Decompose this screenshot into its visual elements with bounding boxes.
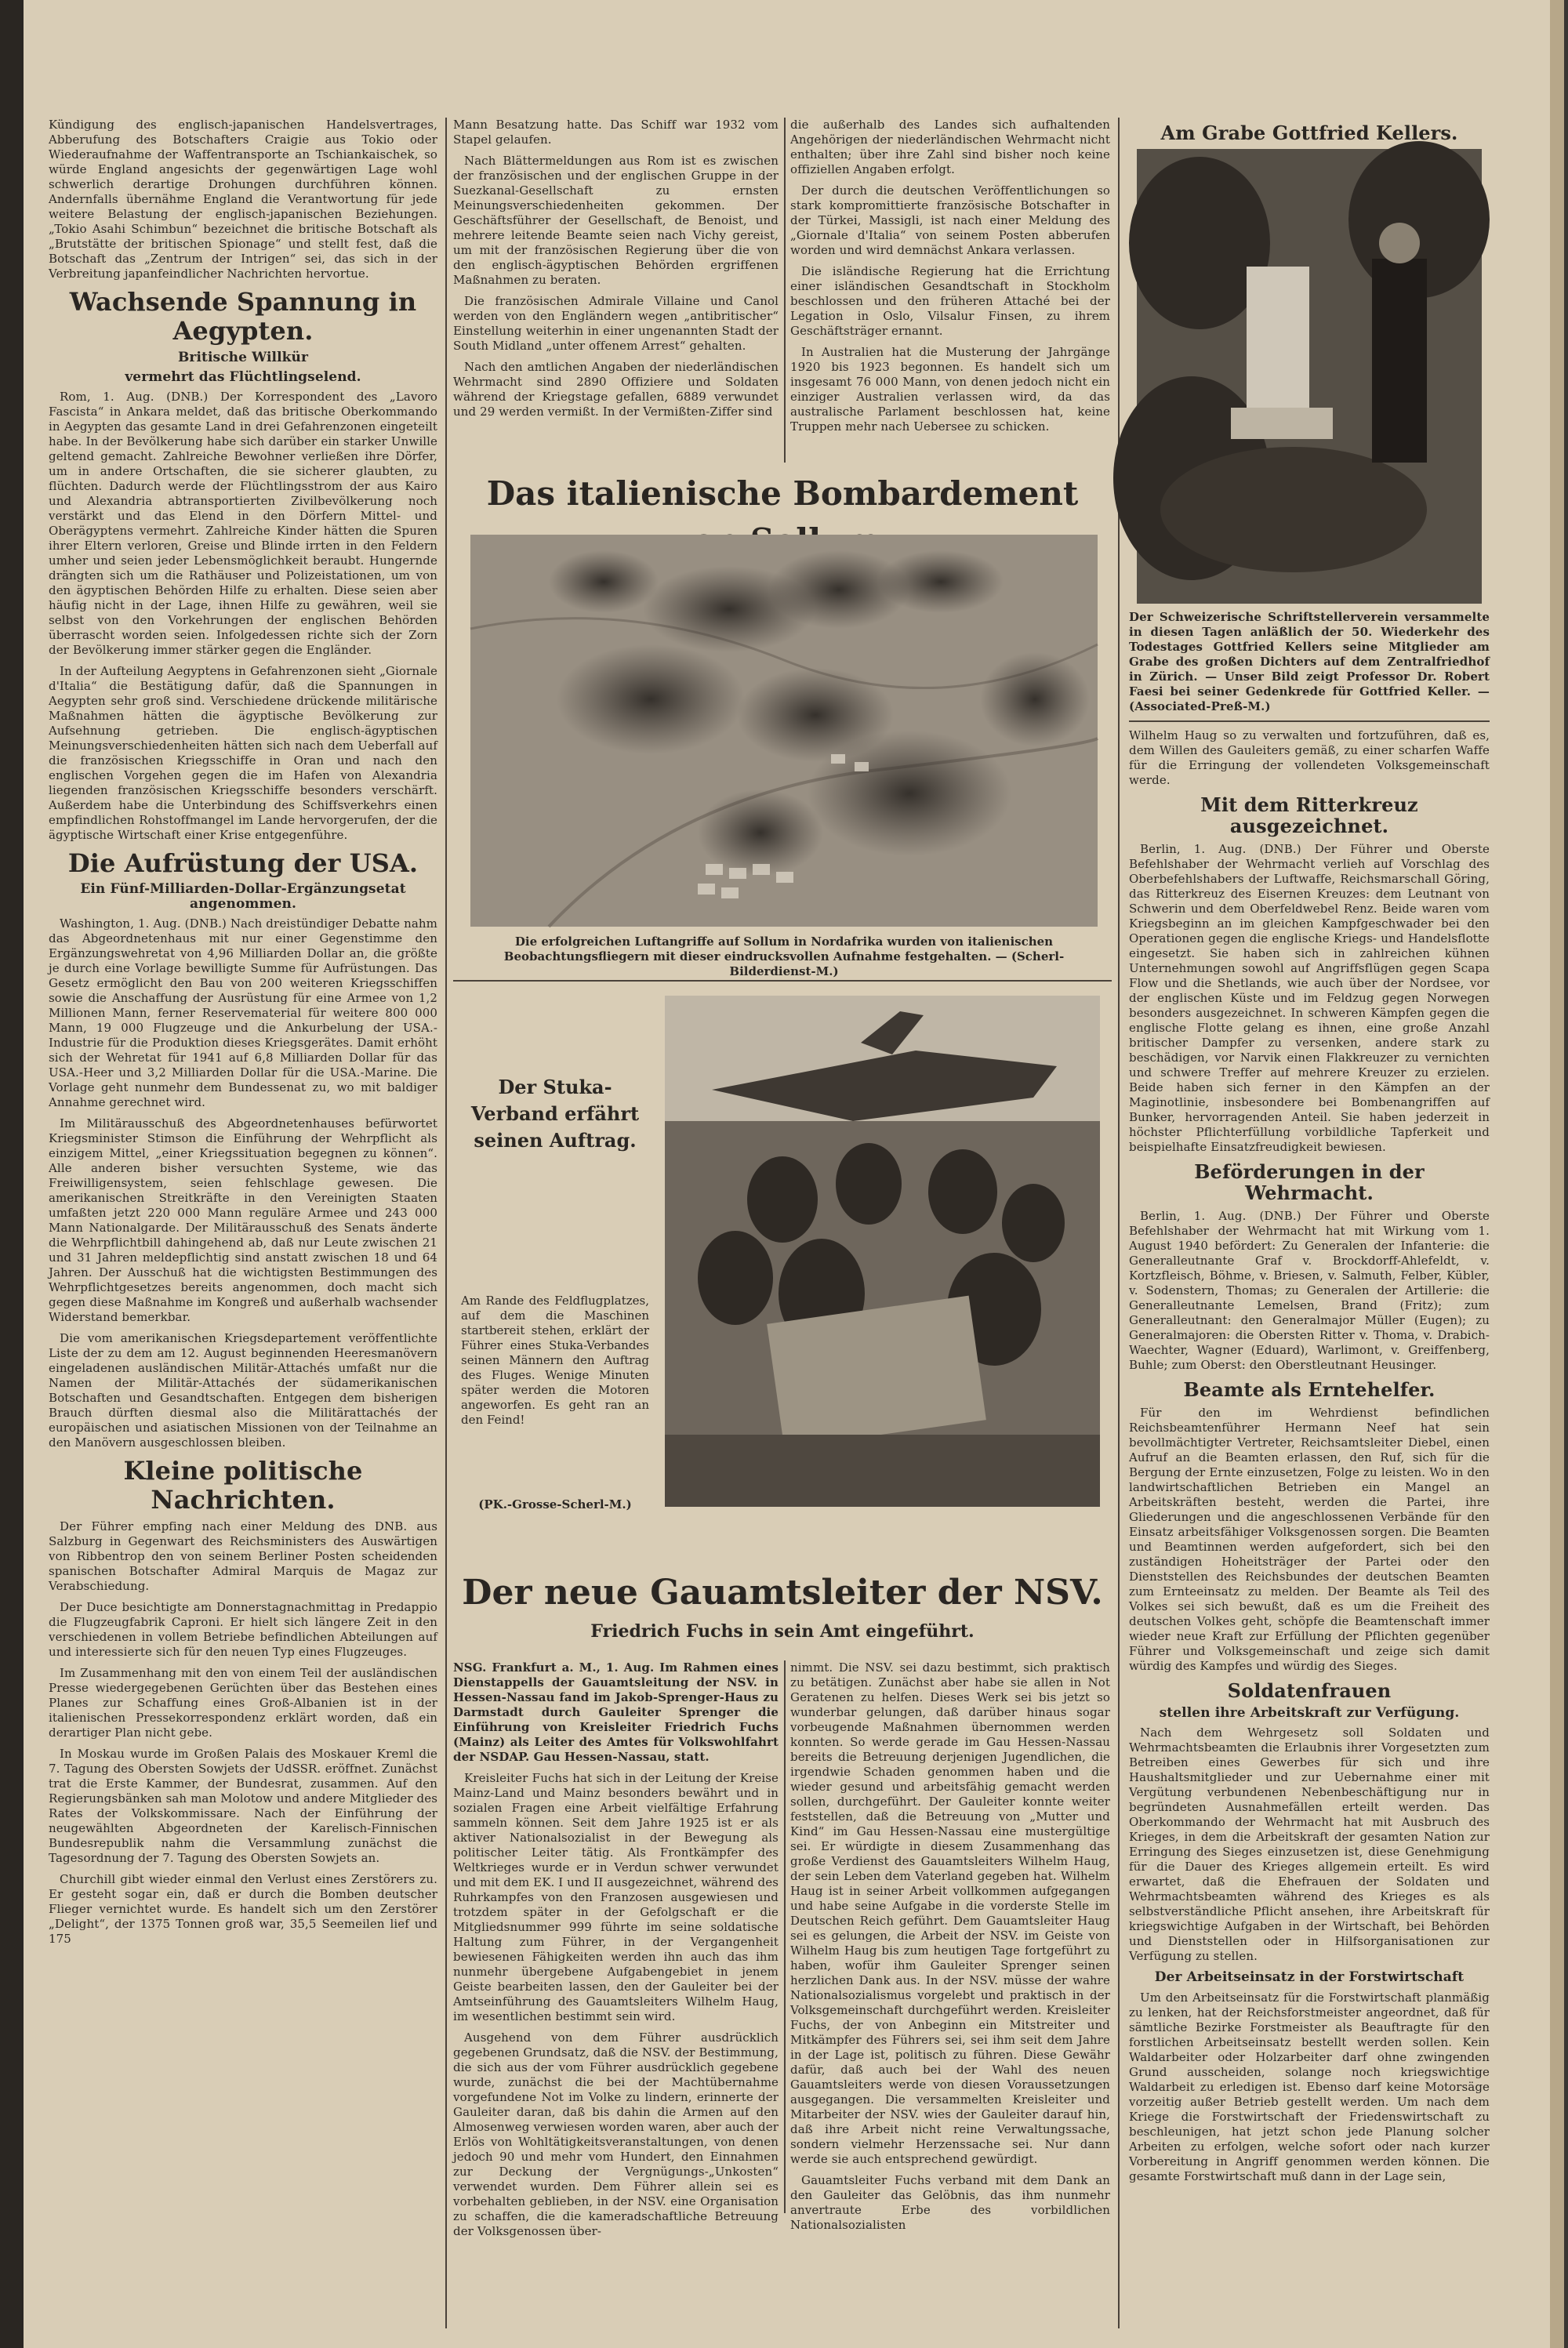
- sollum-aerial-image: [470, 535, 1098, 927]
- stuka-crew-image: [665, 996, 1100, 1507]
- nsv-column-rule: [784, 1660, 786, 2213]
- stuka-title: Der Stuka-Verband erfährt seinen Auftrag.: [470, 1076, 640, 1152]
- stuka-credit: (PK.-Grosse-Scherl-M.): [478, 1497, 632, 1512]
- nsv-right-p2: Gauamtsleiter Fuchs verband mit dem Dank an den Gauleiter das Gelöbnis, das ihm nunmehr anvertraute Erbe des vorbildlichen Nationalsozialisten: [790, 2173, 1110, 2232]
- stuka-photo: [665, 996, 1100, 1507]
- col5-p2: Berlin, 1. Aug. (DNB.) Der Führer und Oberste Befehlshaber der Wehrmacht hat mit Wirkung vom 1. August 1940 befördert: Zu Generalen der Infanterie: die Generalleutnante Graf v. Brockdorff-Ahlefeldt, v. Kortzfleisch, Böhme, v. Briesen, v. Salmuth, Felber, Kübler, v. Sodenstern, Thomas; zu Generalen der Artillerie: die Generalleutnante Lemelsen, Brand (Fritz); zum Generalleutnant: den Generalmajor Müller (Eugen); zu Generalmajoren: die Obersten Ritter v. Thoma, v. Drabich-Waechter, Wagner (Eduard), Warlimont, v. Greiffenberg, Buhle; zum Oberst: den Oberstleutnant Heusinger.: [1129, 1208, 1490, 1372]
- sollum-title: Das italienische Bombardement: [486, 474, 1079, 513]
- column-5: [1129, 118, 1490, 2328]
- col3-p3: Die isländische Regierung hat die Errichtung einer isländischen Gesandtschaft in Stockholm beschlossen und den früheren Attaché bei der Legation in Oslo, Vilsalur Finsen, zu ihrem Geschäftsträger ernannt.: [790, 264, 1110, 338]
- subhead-soldatenfrauen: stellen ihre Arbeitskraft zur Verfügung.: [1159, 1705, 1460, 1722]
- col1-p2: In der Aufteilung Aegyptens in Gefahrenzonen sieht „Giornale d'Italia“ die Bestätigung dafür, daß die Spannungen in Aegypten sehr groß sind. Verschiedene drückende militärische Maßnahmen hätten die ägyptische Bevölkerung zur Aufsehnung getrieben. Die englisch-ägyptischen Meinungsverschiedenheiten hätten sich nach dem Ueberfall auf die französischen Kriegsschiffe in Oran und nach den englischen Vorgehen gegen die im Hafen von Alexandria liegenden französischen Kriegsschiffe besonders verschärft. Außerdem habe die Unterbindung des Schiffsverkehrs einen empfindlichen Rohstoffmangel im Lande hervorgerufen, der die ägyptische Wirtschaft einer Krise entgegenführe.: [49, 663, 437, 842]
- col3-p4: In Australien hat die Musterung der Jahrgänge 1920 bis 1923 begonnen. Es handelt sich um insgesamt 76 000 Mann, von denen jedoch nicht ein einziger Australien verlassen wird, da das australische Parlament beschlossen hat, keine Truppen mehr nach Uebersee zu schicken.: [790, 345, 1110, 434]
- headline-soldatenfrauen: Soldatenfrauen: [1227, 1678, 1392, 1702]
- newspaper-page: [24, 0, 1564, 2348]
- col3-p1: die außerhalb des Landes sich aufhaltenden Angehörigen der niederländischen Wehrmacht nicht enthalten; über ihre Zahl sind bisher noch keine offiziellen Angaben erfolgt.: [790, 118, 1110, 176]
- col2-p4: Nach den amtlichen Angaben der niederländischen Wehrmacht sind 2890 Offiziere und Soldaten während der Kriegstage gefallen, 6889 verwundet und 29 werden vermißt. In der Vermißten-Ziffer sind: [453, 360, 779, 419]
- subhead-fluechtling: vermehrt das Flüchtlingselend.: [125, 368, 361, 385]
- nsv-right-p1: nimmt. Die NSV. sei dazu bestimmt, sich praktisch zu betätigen. Zunächst aber habe sie allen in Not Geratenen zu helfen. Dieses Werk sei bis jetzt so wunderbar gelungen, daß darüber hinaus sogar vorbeugende Maßnahmen übernommen werden konnten. So werde gerade im Gau Hessen-Nassau bereits die Betreuung derjenigen Jugendlichen, die irgendwie Schaden genommen haben und die wieder gesund und arbeitsfähig gemacht werden sollen, durchgeführt. Der Gauleiter konnte weiter feststellen, daß die Betreuung von „Mutter und Kind“ im Gau Hessen-Nassau eine mustergültige sei. Er würdigte in diesem Zusammenhang das große Verdienst des Gauamtsleiters Wilhelm Haug, der sein Leben dem Vaterland gegeben hat. Wilhelm Haug ist in seiner Arbeit vollkommen aufgegangen und habe seine Aufgabe in die vorderste Stelle im Deutschen Reich geführt. Dem Gauamtsleiter Haug sei es gelungen, die Arbeit der NSV. im Geiste von Wilhelm Haug bis zum heutigen Tage fortgeführt zu haben, wofür ihm Gauleiter Sprenger seinen herzlichen Dank aus. In der NSV. müsse der wahre Nationalsozialismus vorgelebt und praktisch in der Volksgemeinschaft durchgeführt werden. Kreisleiter Fuchs, der von Anbeginn ein Mitstreiter und Mitkämpfer des Führers sei, sei ihm seit dem Jahre in der Lage ist, politisch zu führen. Diese Gewähr dafür, daß auch bei der Wahl des neuen Gauamtsleiters werde von diesen Voraussetzungen ausgegangen. Die versammelten Kreisleiter und Mitarbeiter der NSV. wies der Gauleiter darauf hin, daß ihre Arbeit nicht reine Verwaltungssache, sondern vielmehr Herzenssache sei. Nur dann werde sie auch entsprechend gewürdigt.: [790, 1660, 1110, 2166]
- column-2-top: [453, 118, 779, 463]
- col2-p2: Nach Blättermeldungen aus Rom ist es zwischen der französischen und der englischen Gruppe in der Suezkanal-Gesellschaft zu ernsten Meinungsverschiedenheiten gekommen. Der Geschäftsführer der Gesellschaft, de Benoist, und mehrere leitende Beamte seien nach Vichy gereist, um mit der französischen Regierung über die von den englisch-ägyptischen Behörden ergriffenen Maßnahmen zu beraten.: [453, 154, 779, 287]
- headline-usa: Die Aufrüstung der USA.: [67, 847, 419, 878]
- col1-p6: Der Führer empfing nach einer Meldung des DNB. aus Salzburg in Gegenwart des Reichsministers des Auswärtigen von Ribbentrop den von seinem Berliner Posten scheidenden spanischen Botschafter Admiral Marquis de Magaz zur Verabschiedung.: [49, 1519, 437, 1593]
- keller-title: Am Grabe Gottfried Kellers.: [1160, 122, 1458, 144]
- nsv-left-p1: NSG. Frankfurt a. M., 1. Aug. Im Rahmen eines Dienstappells der Gauamtsleitung der NSV. in Hessen-Nassau fand im Jakob-Sprenger-Haus zu Darmstadt durch Gauleiter Sprenger die Einführung von Kreisleiter Friedrich Fuchs (Mainz) als Leiter des Amtes für Volkswohlfahrt der NSDAP. Gau Hessen-Nassau, statt.: [453, 1660, 779, 1764]
- headline-ritterkreuz: Mit dem Ritterkreuz ausgezeichnet.: [1200, 793, 1418, 838]
- subhead-willkuer: Britische Willkür: [177, 349, 309, 365]
- column-3-top: [790, 118, 1110, 463]
- col5-p5: Um den Arbeitseinsatz für die Forstwirtschaft planmäßig zu lenken, hat der Reichsforstmeister angeordnet, daß für sämtliche Bezirke Forstmeister als Beauftragte für den forstlichen Arbeitseinsatz bestellt werden sollen. Kein Waldarbeiter oder Holzarbeiter darf ohne zwingenden Grund ausscheiden, solange noch kriegswichtige Waldarbeit zu erledigen ist. Ebenso darf keine Motorsäge vorzeitig außer Betrieb gestellt werden. Um nach dem Kriege die Forstwirtschaft der Friedenswirtschaft zu beschleunigen, hat jetzt schon jede Planung solcher Arbeiten zu erfolgen, welche sofort oder nach kurzer Vorbereitung in Angriff genommen werden können. Die gesamte Forstwirtschaft muß dann in der Lage sein,: [1129, 1990, 1490, 2183]
- col1-p1: Rom, 1. Aug. (DNB.) Der Korrespondent des „Lavoro Fascista“ in Ankara meldet, daß das britische Oberkommando in Aegypten das gesamte Land in drei Gefahrenzonen eingeteilt habe. In der Bevölkerung habe sich darüber ein starker Unwille geltend gemacht. Zahlreiche Bewohner verließen ihre Dörfer, um in andere Ortschaften, die sie sicherer glaubten, zu flüchten. Dadurch werde der Flüchtlingsstrom der aus Kairo und Alexandria abtransportierten Zivilbevölkerung noch verstärkt und das Elend in den Dörfern Mittel- und Oberägyptens vermehrt. Zahlreiche Kinder hätten die Spuren ihrer Eltern verloren, Greise und Blinde irrten in den Feldern umher und seien jeder Lebensmöglichkeit beraubt. Hungernde drängten sich um die Rathäuser und Polizeistationen, um von den ägyptischen Behörden Hilfe zu erhalten. Diese seien aber häufig nicht in der Lage, ihnen Hilfe zu gewähren, weil sie selbst von den Vorkehrungen der englischen Behörden überrascht worden seien. Infolgedessen richte sich der Zorn der Bevölkerung immer stärker gegen die Engländer.: [49, 389, 437, 657]
- col1-p10: Churchill gibt wieder einmal den Verlust eines Zerstörers zu. Er gesteht sogar ein, daß er durch die Bomben deutscher Flieger vernichtet wurde. Es handelt sich um den Zerstörer „Delight“, der 1375 Tonnen groß war, 35,5 Seemeilen lief und 175: [49, 1871, 437, 1946]
- keller-rule: [1129, 720, 1490, 722]
- headline-erntehelfer: Beamte als Erntehelfer.: [1183, 1377, 1436, 1401]
- column-1: [49, 118, 437, 2328]
- col1-p8: Im Zusammenhang mit den von einem Teil der ausländischen Presse wiedergegebenen Gerüchten über das Bestehen eines Planes zur Schaffung eines Groß-Albanien ist in der italienischen Pressekorrespondenz erklärt worden, daß ein derartiger Plan nicht gebe.: [49, 1665, 437, 1740]
- nsv-title: Der neue Gauamtsleiter der NSV.: [462, 1573, 1103, 1613]
- nsv-subtitle: Friedrich Fuchs in sein Amt eingeführt.: [590, 1621, 975, 1642]
- nsv-column-left: [453, 1660, 779, 2238]
- col3-p2: Der durch die deutschen Veröffentlichungen so stark kompromittierte französische Botschafter in der Türkei, Massigli, ist nach einer Meldung des „Giornale d'Italia“ von seinem Posten abberufen worden und wird demnächst Ankara verlassen.: [790, 183, 1110, 257]
- page-right-margin: [1550, 0, 1564, 2348]
- col1-intro: Kündigung des englisch-japanischen Handelsvertrages, Abberufung des Botschafters Craigie aus Tokio oder Wiederaufnahme der Waffentransporte an Tschiankaischek, so würde England angesichts der gegenwärtigen Lage wohl schwerlich derartige Drohungen durchführen können. Andernfalls übernähme England die Verantwortung für jede weitere Belastung der englisch-japanischen Beziehungen. „Tokio Asahi Schimbun“ bezeichnet die britische Botschaft als „Brutstätte der britischen Spionage“ und stellt fest, daß die Botschaft das „Zentrum der Intrigen“ sei, das sich in der Verbreitung japanfeindlicher Nachrichten hervortue.: [49, 118, 437, 281]
- column-rule-2: [784, 118, 786, 463]
- nsv-left-p2: Kreisleiter Fuchs hat sich in der Leitung der Kreise Mainz-Land und Mainz besonders bewährt und in sozialen Fragen eine Arbeit vielfältige Erfahrung sammeln können. Seit dem Jahre 1925 ist er als aktiver Nationalsozialist in der Bewegung als politischer Leiter tätig. Als Frontkämpfer des Weltkrieges wurde er in Verdun schwer verwundet und mit dem EK. I und II ausgezeichnet, während des Ruhrkampfes von den Franzosen ausgewiesen und trotzdem später in der Gefolgschaft er die Mitgliedsnummer 999 führte im seine soldatische Haltung zum Führer, in der Vergangenheit bewiesenen Fähigkeiten werden ihn auch das ihm nunmehr übergebene Aufgabengebiet in jenem Geiste bearbeiten lassen, den der Gauleiter bei der Amtseinführung des Gauamtsleiters Wilhelm Haug, im wesentlichen bestimmt sein wird.: [453, 1771, 779, 2023]
- stuka-caption: Am Rande des Feldflugplatzes, auf dem die Maschinen startbereit stehen, erklärt der Führer eines Stuka-Verbandes seinen Männern den Auftrag des Fluges. Wenige Minuten später werden die Motoren angeworfen. Es geht ran an den Feind!: [461, 1294, 649, 1427]
- col1-p3: Washington, 1. Aug. (DNB.) Nach dreistündiger Debatte nahm das Abgeordnetenhaus mit nur einer Gegenstimme den Ergänzungswehretat von 4,96 Milliarden Dollar an, die größte je durch eine Vorlage bewilligte Summe für Aufrüstungen. Das Gesetz ermöglicht den Bau von 200 weiteren Kriegsschiffen sowie die Anschaffung der Ausrüstung für eine Armee von 1,2 Millionen Mann, ferner Reservematerial für weitere 800 000 Mann, 19 000 Flugzeuge und die Ankurbelung der USA.-Industrie für die Produktion dieses Kriegsgerätes. Damit erhöht sich der Wehretat für 1941 auf 6,8 Milliarden Dollar für das USA.-Heer und 3,2 Milliarden Dollar für die USA.-Marine. Die Vorlage geht nunmehr dem Bundessenat zu, wo mit baldiger Annahme gerechnet wird.: [49, 916, 437, 1110]
- nsv-column-right: [790, 1660, 1110, 2232]
- nsv-left-p3: Ausgehend von dem Führer ausdrücklich gegebenen Grundsatz, daß die NSV. der Bestimmung, die sich aus der vom Führer ausdrücklich gegebene wurde, zunächst die bei der Machtübernahme vorgefundene Not im Volke zu lindern, erinnerte der Gauleiter daran, daß bis dahin die Armen auf den Almosenweg verwiesen worden waren, aber auch der Erlös von Wohltätigkeitsveranstaltungen, von denen jedoch 90 und mehr vom Hundert, den Einnahmen zur Deckung der Vergnügungs-„Unkosten“ verwendet wurden. Dem Führer allein sei es vorbehalten geblieben, in der NSV. eine Organisation zu schaffen, die die kameradschaftliche Betreuung der Volksgenossen über-: [453, 2030, 779, 2238]
- col2-p3: Die französischen Admirale Villaine und Canol werden von den Engländern wegen „antibritischer“ Einstellung weiterhin in einer ungenannten Stadt der South Midland „unter offenem Arrest“ gehalten.: [453, 294, 779, 353]
- col2-p1: Mann Besatzung hatte. Das Schiff war 1932 vom Stapel gelaufen.: [453, 118, 779, 147]
- headline-forstwirtschaft: Der Arbeitseinsatz in der Forstwirtschaft: [1154, 1969, 1465, 1986]
- col1-p7: Der Duce besichtigte am Donnerstagnachmittag in Predappio die Flugzeugfabrik Caproni. Er hielt sich längere Zeit in den verschiedenen in vollem Betriebe befindlichen Abteilungen auf und interessierte sich für den neuen Typ eines Flugzeuges.: [49, 1599, 437, 1659]
- keller-caption: Der Schweizerische Schriftstellerverein versammelte in diesen Tagen anläßlich der 50. Wiederkehr des Todestages Gottfried Kellers seine Mitglieder am Grabe des großen Dichters auf dem Zentralfriedhof in Zürich. — Unser Bild zeigt Professor Dr. Robert Faesi bei seiner Gedenkrede für Gottfried Keller. — (Associated-Preß-M.): [1129, 609, 1490, 713]
- col1-p5: Die vom amerikanischen Kriegsdepartement veröffentlichte Liste der zu dem am 12. August beginnenden Heeresmanövern eingeladenen ausländischen Militär-Attachés umfaßt nur die Namen der Militär-Attachés der südamerikanischen Botschaften und Gesandtschaften. Entgegen dem bisherigen Brauch dürften diesmal also die Militärattachés der europäischen und asiatischen Missionen von der Teilnahme an den Manövern ausgeschlossen bleiben.: [49, 1331, 437, 1450]
- headline-aegypten: Wachsende Spannung in Aegypten.: [69, 287, 417, 346]
- headline-kleine-nachrichten: Kleine politische Nachrichten.: [123, 1456, 363, 1515]
- col5-p4: Nach dem Wehrgesetz soll Soldaten und Wehrmachtsbeamten die Erlaubnis ihrer Vorgesetzten zum Betreiben eines Gewerbes für sich und ihre Haushaltsmitglieder und zur Uebernahme einer mit Vergütung verbundenen Nebenbeschäftigung nur in begründeten Ausnahmefällen erteilt werden. Das Oberkommando der Wehrmacht hat mit Ausbruch des Krieges, in dem die Arbeitskraft der gesamten Nation zur Erringung des Sieges einzusetzen ist, diese Genehmigung für die Dauer des Krieges allgemein erteilt. Es wird erwartet, daß die Ehefrauen der Soldaten und Wehrmachtsbeamten während des Krieges es als selbstverständliche Pflicht ansehen, ihre Arbeitskraft für kriegswichtige Aufgaben in der Wirtschaft, bei Behörden und Dienststellen oder in Hilfsorganisationen zur Verfügung zu stellen.: [1129, 1726, 1490, 1964]
- subhead-usa: Ein Fünf-Milliarden-Dollar-Ergänzungsetat angenommen.: [80, 881, 406, 913]
- sollum-rule: [453, 980, 1112, 982]
- col1-p9: In Moskau wurde im Großen Palais des Moskauer Kreml die 7. Tagung des Obersten Sowjets der UdSSR. eröffnet. Zunächst trat die Erste Kammer, der Bundesrat, zusammen. Auf den Regierungsbänken sah man Molotow und andere Mitglieder des Rates der Volkskommissare. Nach der Einführung der neugewählten Abgeordneten der Karelisch-Finnischen Bundesrepublik nahm die Versammlung zunächst die Tagesordnung der 7. Tagung des Obersten Sowjets an.: [49, 1746, 437, 1865]
- sollum-aerial-photo: [470, 535, 1098, 927]
- headline-befoerderungen: Beförderungen in der Wehrmacht.: [1194, 1159, 1425, 1205]
- col5-p3: Für den im Wehrdienst befindlichen Reichsbeamtenführer Hermann Neef hat sein bevollmächtigter Vertreter, Reichsamtsleiter Diebel, einen Aufruf an die Beamten erlassen, den Ruf, sich für die Bergung der Ernte einzusetzen, Folge zu leisten. Wo in den landwirtschaftlichen Betrieben ein Mangel an Arbeitskräften besteht, werden die Partei, ihre Gliederungen und die angeschlossenen Verbände für den Einsatz arbeitsfähiger Volksgenossen sorgen. Die Beamten und Beamtinnen werden aufgefordert, sich bei den zuständigen Hoheitsträger der Partei oder den Dienststellen des Reichsbundes der deutschen Beamten zum Ernteeinsatz zu melden. Der Beamte als Teil des Volkes sei sich bewußt, daß es um die Freiheit des deutschen Volkes geht, schöpfe die Beamtenschaft immer wieder neue Kraft zur Erfüllung der Pflichten gegenüber Führer und Volksgemeinschaft und zeige sich damit würdig des Kampfes und würdig des Sieges.: [1129, 1405, 1490, 1673]
- column-rule-1: [445, 118, 447, 2328]
- sollum-caption: Die erfolgreichen Luftangriffe auf Sollum in Nordafrika wurden von italienischen Beobachtungsfliegern mit dieser eindrucksvollen Aufnahme festgehalten. — (Scherl-Bilderdienst-M.): [503, 934, 1065, 978]
- keller-grave-image: [1137, 149, 1482, 604]
- col5-cont: Wilhelm Haug so zu verwalten und fortzuführen, daß es, dem Willen des Gauleiters gemäß, zu einer scharfen Waffe für die Erringung der vollendeten Volksgemeinschaft werde.: [1129, 728, 1490, 787]
- col1-p4: Im Militärausschuß des Abgeordnetenhauses befürwortet Kriegsminister Stimson die Einführung der Wehrpflicht als einzigem Mittel, „einer Kriegssituation begegnen zu können“. Alle anderen bisher versuchten Systeme, wie das Freiwilligensystem, seien fehlschlage gewesen. Die amerikanischen Streitkräfte in den Vereinigten Staaten umfaßten jetzt 220 000 Mann reguläre Armee und 243 000 Mann Nationalgarde. Der Militärausschuß des Senats änderte die Wehrpflichtbill dahingehend ab, daß nur Leute zwischen 21 und 31 Jahren meldepflichtig sind anstatt zwischen 18 und 64 Jahren. Der Ausschuß hat die wichtigsten Bestimmungen des Wehrpflichtgesetzes bereits angenommen, doch macht sich gegen diese Maßnahme im Kongreß und außerhalb wachsender Widerstand bemerkbar.: [49, 1116, 437, 1325]
- col5-p1: Berlin, 1. Aug. (DNB.) Der Führer und Oberste Befehlshaber der Wehrmacht verlieh auf Vorschlag des Oberbefehlshabers der Luftwaffe, Reichsmarschall Göring, das Ritterkreuz des Eisernen Kreuzes: dem Leutnant von Schwerin und dem Oberfeldwebel Renz. Beide waren vom Kriegsbeginn an im gleichen Kampfgeschwader bei den Operationen gegen die englische Kriegs- und Handelsflotte eingesetzt. Sie haben sich in zahlreichen kühnen Unternehmungen sowohl auf Angriffsflügen gegen Scapa Flow und die Shetlands, wie auch über der Nordsee, vor der englischen Küste und im Feldzug gegen Norwegen besonders ausgezeichnet. In schweren Kämpfen gegen die englische Flotte gelang es ihnen, eine große Anzahl britischer Dampfer zu versenken, andere stark zu beschädigen, vor Narvik einen Flakkreuzer zu vernichten und schwere Treffer auf mehrere Kreuzer zu erzielen. Beide haben sich ferner in den Kämpfen an der Maginotlinie, insbesondere bei Bombenangriffen auf Bunker, hervorragenden Anteil. Sie haben jederzeit in höchster Pflichterfüllung vorbildliche Tapferkeit und beispielhafte Einsatzfreudigkeit bewiesen.: [1129, 841, 1490, 1154]
- keller-photo: [1137, 149, 1482, 604]
- page-left-edge: [0, 0, 24, 2348]
